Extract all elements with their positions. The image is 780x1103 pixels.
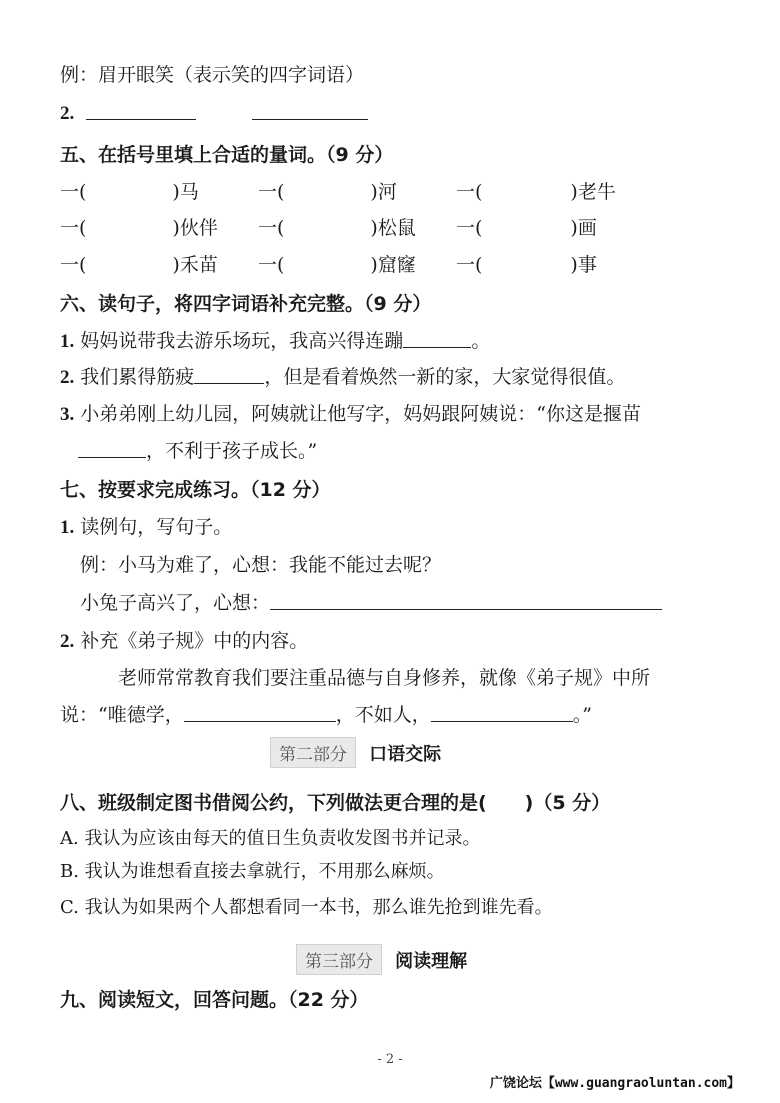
question-6-3: 3. 小弟弟刚上幼儿园，阿姨就让他写字，妈妈跟阿姨说：“你这是揠苗 — [60, 403, 642, 425]
section-6-title: 六、读句子，将四字词语补充完整。（9 分） — [60, 293, 432, 315]
answer-blank[interactable] — [86, 118, 196, 120]
measure-word-item: 一( )松鼠 — [258, 217, 416, 239]
rabbit-sentence: 小兔子高兴了，心想： — [80, 588, 662, 615]
part-tag: 第三部分 — [296, 944, 382, 975]
option-c[interactable]: C. 我认为如果两个人都想看同一本书，那么谁先抢到谁先看。 — [60, 897, 553, 918]
answer-blank[interactable] — [252, 118, 368, 120]
question-6-2: 2. 我们累得筋疲 ，但是看着焕然一新的家，大家觉得很值。 — [60, 366, 626, 388]
dizigui-paragraph: 老师常常教育我们要注重品德与自身修养，就像《弟子规》中所 — [118, 667, 651, 689]
part-title: 口语交际 — [369, 744, 442, 765]
answer-blank[interactable] — [403, 346, 471, 348]
section-5-title: 五、在括号里填上合适的量词。（9 分） — [60, 144, 394, 166]
option-b[interactable]: B. 我认为谁想看直接去拿就行，不用那么麻烦。 — [60, 861, 445, 882]
measure-word-item: 一( )伙伴 — [60, 217, 218, 239]
question-7-2: 2. 补充《弟子规》中的内容。 — [60, 630, 309, 652]
measure-word-item: 一( )画 — [456, 217, 597, 239]
answer-row-2 — [60, 102, 368, 125]
answer-blank[interactable] — [78, 456, 146, 458]
part-tag: 第二部分 — [270, 737, 356, 768]
measure-word-item: 一( )事 — [456, 254, 597, 276]
site-watermark: 广饶论坛【www.guangraoluntan.com】 — [489, 1076, 740, 1091]
measure-word-item: 一( )老牛 — [456, 181, 616, 203]
section-8-title: 八、班级制定图书借阅公约，下列做法更合理的是( )（5 分） — [60, 792, 611, 814]
measure-word-item: 一( )禾苗 — [60, 254, 218, 276]
measure-word-item: 一( )河 — [258, 181, 397, 203]
part-title: 阅读理解 — [395, 951, 468, 972]
example-line: 例：眉开眼笑（表示笑的四字词语） — [60, 64, 365, 86]
question-7-1: 1. 读例句，写句子。 — [60, 516, 233, 538]
part-2-header — [270, 737, 441, 768]
answer-blank[interactable] — [194, 382, 264, 384]
dizigui-quote: 说：“唯德学， ，不如人， 。” — [60, 704, 592, 726]
answer-blank[interactable] — [431, 720, 573, 722]
question-number: 2. — [60, 103, 75, 124]
page-number: - 2 - — [377, 1052, 403, 1067]
section-7-title: 七、按要求完成练习。（12 分） — [60, 479, 331, 501]
measure-word-item: 一( )窟窿 — [258, 254, 416, 276]
question-6-1: 1. 妈妈说带我去游乐场玩，我高兴得连蹦 。 — [60, 330, 491, 352]
example-sentence: 例：小马为难了，心想：我能不能过去呢？ — [80, 554, 442, 576]
answer-blank[interactable] — [270, 608, 662, 610]
section-9-title: 九、阅读短文，回答问题。（22 分） — [60, 989, 369, 1011]
part-3-header — [296, 944, 467, 975]
question-6-3-continued: ，不利于孩子成长。” — [78, 436, 317, 463]
option-a[interactable]: A. 我认为应该由每天的值日生负责收发图书并记录。 — [60, 828, 481, 849]
answer-blank[interactable] — [184, 720, 336, 722]
measure-word-item: 一( )马 — [60, 181, 199, 203]
